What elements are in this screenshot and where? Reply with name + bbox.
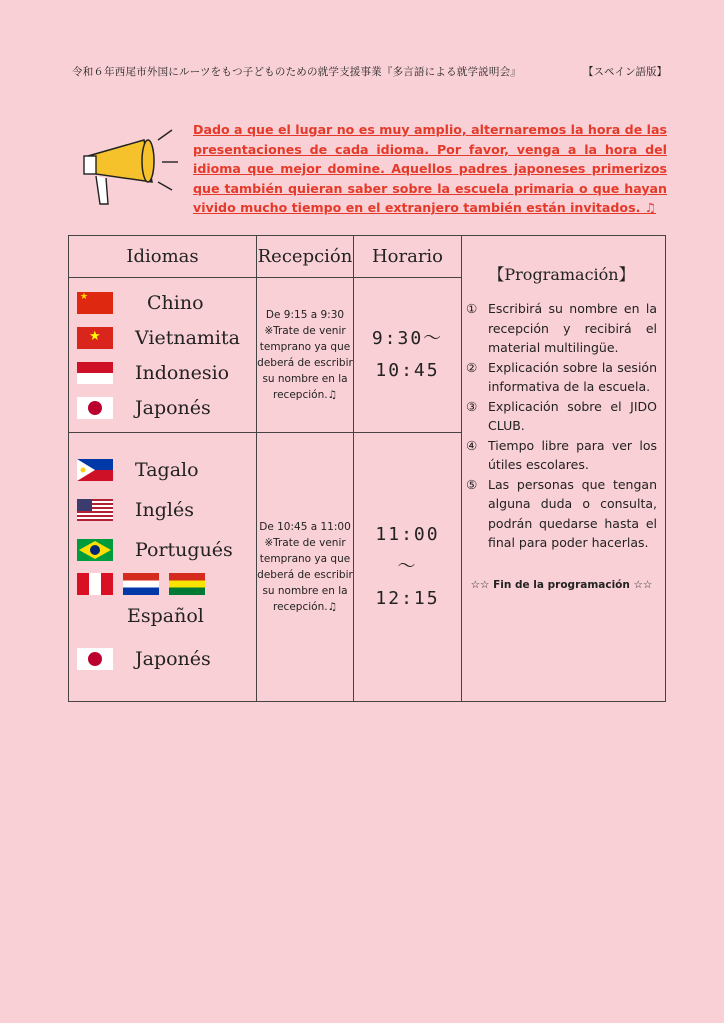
program-item-text: Escribirá su nombre en la recepción y recibirá el material multilingüe. [488, 301, 657, 355]
language-row [77, 598, 256, 634]
paraguay-flag-icon [123, 573, 159, 595]
col-header-schedule: Horario [354, 236, 462, 278]
program-item [466, 299, 657, 358]
program-item-number: ③ [466, 398, 478, 414]
indonesia-flag-icon [77, 362, 113, 384]
language-name: Japonés [135, 648, 211, 670]
language-name: Tagalo [135, 459, 199, 481]
schedule-table [68, 235, 666, 702]
program-item [466, 358, 657, 397]
language-group-1 [69, 278, 257, 433]
program-panel [462, 236, 666, 702]
japan-flag-icon [77, 397, 113, 419]
language-row [77, 450, 256, 490]
language-row [77, 285, 256, 320]
schedule-group-1 [354, 278, 462, 433]
program-item-text: Explicación sobre el JIDO CLUB. [488, 398, 657, 433]
japan-flag-icon [77, 648, 113, 670]
notice-text: Dado a que el lugar no es muy amplio, alternaremos la hora de las presentaciones de cada idioma. Por favor, venga a la hora del idioma que mejor domine. Aquellos padres japoneses primerizos que también quieran saber sobre la escuela primaria o que hayan vivido mucho tiempo en el extranjero también están invitados. ♫ [193, 122, 667, 216]
time-end: 10:45 [375, 360, 440, 381]
program-title: 【Programación】 [488, 265, 635, 284]
program-item-text: Las personas que tengan alguna duda o consulta, podrán quedarse hasta el final para poder hacerlas. [488, 476, 657, 550]
program-end: ☆☆ Fin de la programación ☆☆ [470, 578, 653, 591]
peru-flag-icon [77, 573, 113, 595]
program-item-number: ⑤ [466, 476, 478, 492]
philippines-flag-icon [77, 459, 113, 481]
program-item [466, 436, 657, 475]
china-flag-icon: ★ [77, 292, 113, 314]
megaphone-icon [82, 128, 182, 210]
brazil-flag-icon [77, 539, 113, 561]
program-item [466, 397, 657, 436]
language-name: Chino [147, 291, 204, 314]
bolivia-flag-icon [169, 573, 205, 595]
program-list [466, 299, 657, 553]
program-item [466, 475, 657, 553]
language-row [77, 634, 256, 684]
edition-label: 【スペイン語版】 [583, 66, 667, 78]
vietnam-flag-icon: ★ [77, 327, 113, 349]
time-start: 11:00 [375, 524, 440, 545]
schedule-group-2 [354, 433, 462, 702]
language-name: Japonés [135, 396, 211, 419]
language-row [77, 570, 256, 598]
time-end: 12:15 [375, 588, 440, 609]
time-start: 9:30～ [371, 328, 444, 349]
language-row [77, 320, 256, 355]
reception-group-2: De 10:45 a 11:00 ※Trate de venir temprano ya que deberá de escribir su nombre en la recepción.♫ [257, 433, 354, 702]
program-item-number: ① [466, 301, 478, 316]
program-item-text: Explicación sobre la sesión informativa de la escuela. [488, 359, 657, 394]
col-header-reception: Recepción [257, 236, 354, 278]
reception-group-1: De 9:15 a 9:30 ※Trate de venir temprano ya que deberá de escribir su nombre en la recepción.♫ [257, 278, 354, 433]
language-row [77, 490, 256, 530]
col-header-languages: Idiomas [69, 236, 257, 278]
language-row [77, 530, 256, 570]
header-title: 令和６年西尾市外国にルーツをもつ子どものための就学支援事業『多言語による就学説明会』 [72, 66, 521, 78]
language-row [77, 390, 256, 425]
program-item-number: ② [466, 359, 478, 375]
language-name: Vietnamita [135, 326, 240, 349]
language-name: Inglés [135, 499, 194, 521]
language-name: Portugués [135, 539, 233, 561]
usa-flag-icon [77, 499, 113, 521]
language-row [77, 355, 256, 390]
language-name: Indonesio [135, 361, 230, 384]
time-separator: ～ [397, 556, 418, 577]
program-item-number: ④ [466, 437, 478, 453]
program-item-text: Tiempo libre para ver los útiles escolares. [488, 437, 657, 472]
language-name: Español [127, 605, 204, 627]
language-group-2 [69, 433, 257, 702]
